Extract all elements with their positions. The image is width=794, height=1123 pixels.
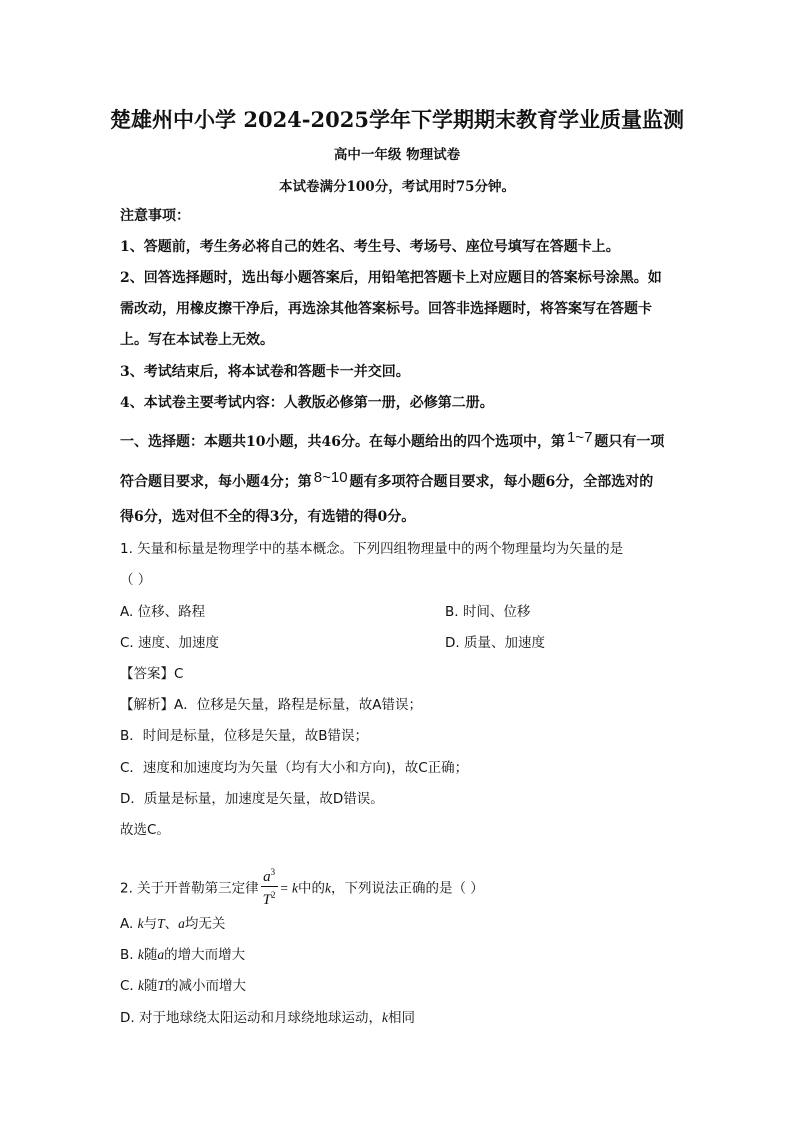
note-item: 需改动，用橡皮擦干净后，再选涂其他答案标号。回答非选择题时，将答案写在答题卡 <box>120 301 652 317</box>
note-item: 4、本试卷主要考试内容：人教版必修第一册，必修第二册。 <box>120 395 494 411</box>
stem-text: 2. 关于开普勒第三定律 <box>120 880 259 897</box>
section-text: 题只有一项 <box>594 434 665 450</box>
section-instructions-line-3: 得6分，选对但不全的得3分，有选错的得0分。 <box>120 509 416 525</box>
equation-rhs: = k <box>279 880 298 896</box>
analysis-line: 故选C。 <box>120 822 170 838</box>
question-1-answer <box>120 664 183 684</box>
question-1-option-d: D. 质量、加速度 <box>445 635 545 651</box>
section-instructions-line-2 <box>120 469 654 492</box>
analysis-line: C．速度和加速度均为矢量（均有大小和方向)，故C正确； <box>120 760 469 776</box>
notes-heading: 注意事项： <box>120 208 190 224</box>
answer-label: 【答案】 <box>120 666 174 682</box>
question-range: 8~10 <box>313 469 348 486</box>
exam-info: 本试卷满分100分，考试用时75分钟。 <box>279 179 515 195</box>
section-text: 符合题目要求，每小题4分；第 <box>120 474 312 490</box>
stem-text: ，下列说法正确的是（ ） <box>331 880 484 897</box>
question-range: 1~7 <box>566 429 593 446</box>
analysis-line: D．质量是标量，加速度是矢量，故D错误。 <box>120 791 384 807</box>
stem-text: 中的 <box>298 880 325 897</box>
note-item: 3、考试结束后，将本试卷和答题卡一并交回。 <box>120 364 410 380</box>
section-text: 一、选择题：本题共10小题，共46分。在每小题给出的四个选项中，第 <box>120 434 565 450</box>
note-item: 1、答题前，考生务必将自己的姓名、考生号、考场号、座位号填写在答题卡上。 <box>120 239 620 255</box>
kepler-fraction <box>261 864 278 909</box>
question-1-bracket: （ ） <box>120 572 152 588</box>
variable-k: k <box>325 880 331 896</box>
question-2-option-c: C. k随T的减小而增大 <box>120 978 247 994</box>
section-instructions-line-1 <box>120 429 665 452</box>
question-1-option-a: A. 位移、路程 <box>120 604 206 620</box>
question-2-option-b: B. k随a的增大而增大 <box>120 947 246 963</box>
fraction-numerator: $a^3$ <box>261 864 278 887</box>
note-item: 2、回答选择题时，选出每小题答案后，用铅笔把答题卡上对应题目的答案标号涂黑。如 <box>120 270 662 286</box>
question-1-option-c: C. 速度、加速度 <box>120 635 220 651</box>
question-1-stem: 1. 矢量和标量是物理学中的基本概念。下列四组物理量中的两个物理量均为矢量的是 <box>120 541 624 557</box>
exam-title: 楚雄州中小学 2024-2025学年下学期期末教育学业质量监测 <box>110 107 684 132</box>
question-1-analysis <box>120 695 422 715</box>
fraction-denominator: $T^2$ <box>262 890 276 908</box>
question-2-option-d: D. 对于地球绕太阳运动和月球绕地球运动，k相同 <box>120 1010 415 1026</box>
analysis-line: A．位移是矢量，路程是标量，故A错误； <box>174 697 422 713</box>
exam-subtitle: 高中一年级 物理试卷 <box>333 147 461 163</box>
answer-value: C <box>174 666 184 682</box>
question-1-option-b: B. 时间、位移 <box>445 604 531 620</box>
analysis-line: B．时间是标量，位移是矢量，故B错误； <box>120 728 369 744</box>
question-2-option-a: A. k与T、a均无关 <box>120 916 226 932</box>
question-2-stem <box>120 866 484 911</box>
analysis-label: 【解析】 <box>120 697 174 713</box>
section-text: 题有多项符合题目要求，每小题6分，全部选对的 <box>349 474 654 490</box>
note-item: 上。写在本试卷上无效。 <box>120 332 274 348</box>
